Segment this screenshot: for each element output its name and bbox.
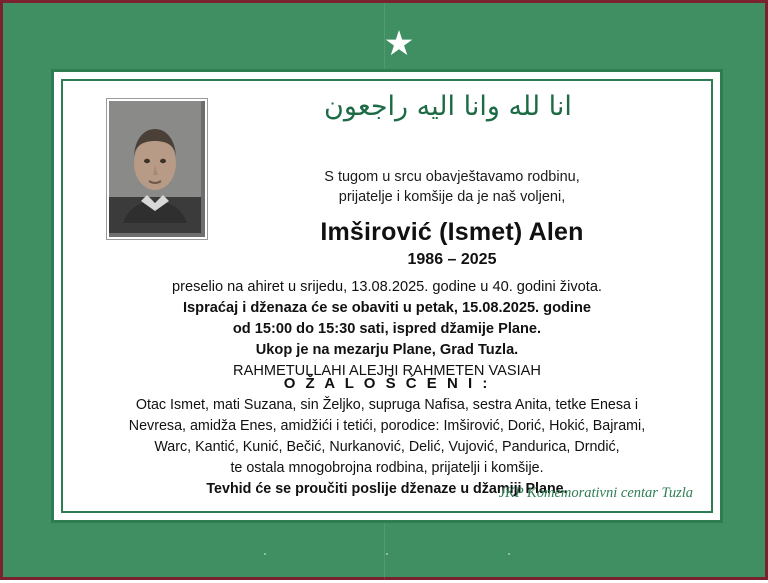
details-line-1: preselio na ahiret u srijedu, 13.08.2025. godine u 40. godini života.	[171, 279, 602, 295]
portrait-photo	[107, 99, 207, 239]
dot-2	[386, 553, 388, 555]
details-line-2: Ispraćaj i dženaza će se obaviti u petak, 15.08.2025. godine	[183, 300, 591, 316]
deceased-name: Imširović (Ismet) Alen	[320, 218, 584, 246]
mourners-line-3: Warc, Kantić, Kunić, Bečić, Nurkanović, Delić, Vujović, Pandurica, Drndić,	[154, 439, 620, 455]
intro-text	[217, 167, 687, 207]
mourners-line-1: Otac Ismet, mati Suzana, sin Željko, supruga Nafisa, sestra Anita, tetke Enesa i	[135, 397, 639, 413]
mourners-line-4: te ostala mnogobrojna rodbina, prijatelji i komšije.	[230, 460, 544, 476]
dot-1	[264, 553, 266, 555]
dot-3	[508, 553, 510, 555]
details-line-3: od 15:00 do 15:30 sati, ispred džamije Plane.	[232, 321, 542, 337]
mourners-heading: O Ž A L O Š Ć E N I :	[283, 375, 491, 392]
details-line-4: Ukop je na mezarju Plane, Grad Tuzla.	[255, 342, 519, 358]
deceased-years: 1986 – 2025	[407, 251, 497, 268]
funeral-details	[79, 277, 695, 382]
mourners-line-2: Nevresa, amidža Enes, amidžići i tetići, porodice: Imširović, Dorić, Hokić, Bajrami,	[128, 418, 646, 434]
bottom-dot-row	[3, 549, 768, 559]
basmala-arabic-text: ﺍﻧﺎ ﻟﻠﻪ ﻭﺍﻧﺎ ﺍﻟﻴﻪ ﺭﺍﺟﻌﻮﻥ	[324, 91, 572, 122]
details-line-5: RAHMETULLAHI ALEJHI RAHMETEN VASIAH	[233, 363, 541, 379]
crescent-star-emblem	[3, 11, 768, 69]
intro-line-1: S tugom u srcu obavještavamo rodbinu,	[324, 169, 580, 185]
issuer-signature: JKP Komemorativni centar Tuzla	[498, 485, 693, 501]
intro-line-2: prijatelje i komšije da je naš voljeni,	[338, 189, 566, 205]
mourners-line-5: Tevhid će se proučiti poslije dženaze u džamiji Plane.	[206, 481, 568, 497]
